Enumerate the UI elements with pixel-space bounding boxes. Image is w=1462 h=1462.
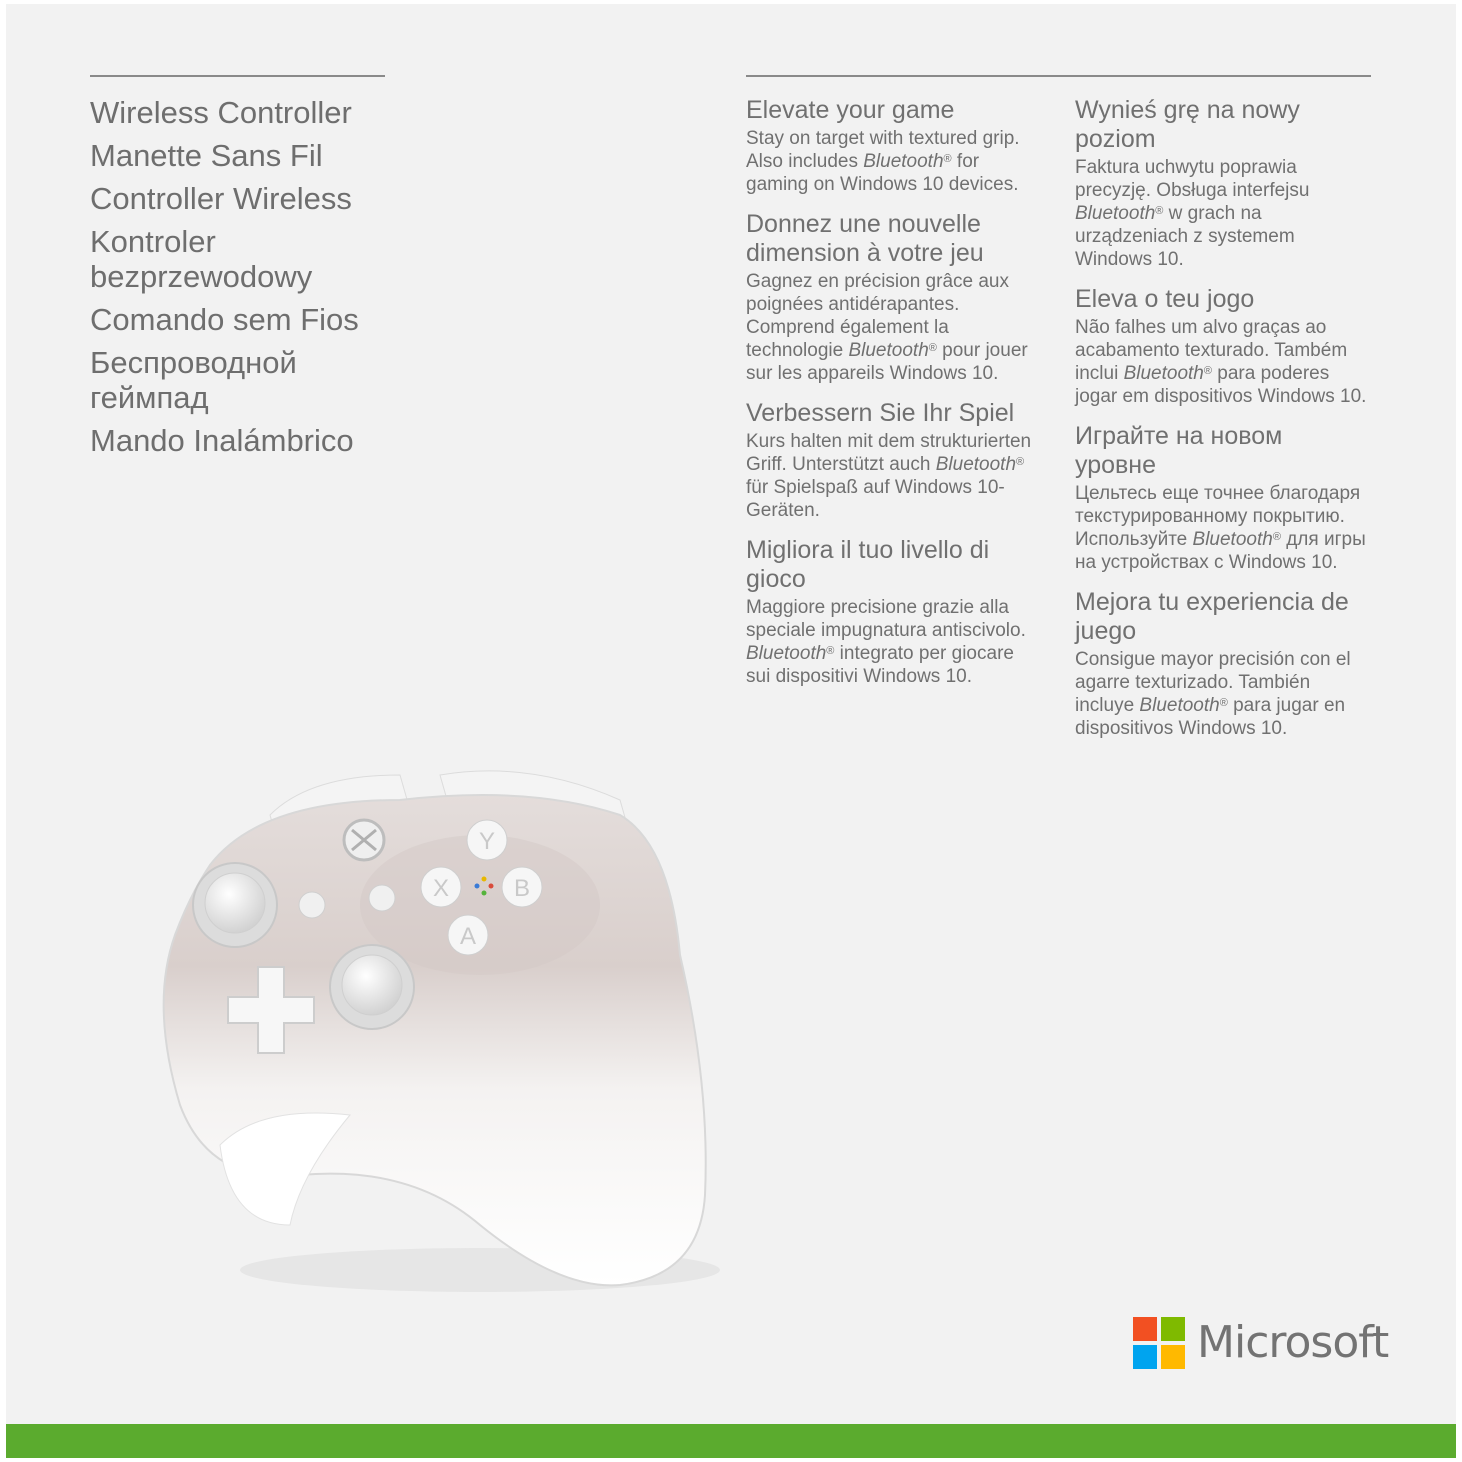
description-block-de: [746, 399, 1041, 522]
description-block-pl: [1075, 96, 1370, 271]
button-b-label: B: [513, 875, 531, 902]
product-title-pt: Comando sem Fios: [90, 302, 359, 337]
left-divider: [90, 75, 385, 77]
right-divider: [746, 75, 1371, 77]
microsoft-logo-icon: [1133, 1317, 1185, 1369]
logo-yellow-square: [1161, 1345, 1185, 1369]
description-block-ru: [1075, 422, 1370, 574]
description-heading: Verbessern Sie Ihr Spiel: [746, 399, 1015, 427]
description-text: Stay on target with textured grip. Also includes Bluetooth® for gaming on Windows 10 devices.: [746, 128, 1020, 195]
button-y: [467, 820, 507, 860]
description-text: Faktura uchwytu poprawia precyzję. Obsługa interfejsu Bluetooth® w grach na urządzeniach z systemem Windows 10.: [1075, 157, 1310, 270]
product-title-it: Controller Wireless: [90, 181, 352, 216]
description-block-it: [746, 536, 1041, 688]
description-block-fr: [746, 210, 1041, 385]
description-text: Consigue mayor precisión con el agarre texturizado. También incluye Bluetooth® para jugar en dispositivos Windows 10.: [1075, 649, 1351, 739]
description-heading: Migliora il tuo livello di gioco: [746, 536, 990, 593]
product-title-pl: Kontroler bezprzewodowy: [90, 224, 313, 294]
description-heading: Играйте на новом уровне: [1075, 422, 1283, 479]
button-b: [502, 867, 542, 907]
description-heading: Wynieś grę na nowy poziom: [1075, 96, 1300, 153]
product-titles: [90, 95, 390, 466]
button-y-label: Y: [478, 828, 496, 855]
product-title-es: Mando Inalámbrico: [90, 423, 354, 458]
description-text: Kurs halten mit dem strukturierten Griff. Unterstützt auch Bluetooth® für Spielspaß auf Windows 10-Geräten.: [746, 431, 1032, 521]
description-heading: Eleva o teu jogo: [1075, 285, 1255, 313]
description-text: Maggiore precisione grazie alla speciale impugnatura antiscivolo. Bluetooth® integrato per giocare sui dispositivi Windows 10.: [746, 597, 1026, 687]
menu-button: [369, 885, 395, 911]
green-bar: [6, 1424, 1456, 1458]
microsoft-wordmark: Microsoft: [1197, 1317, 1389, 1368]
description-block-en: [746, 96, 1041, 196]
button-x-label: X: [432, 875, 450, 902]
description-text: Цельтесь еще точнее благодаря текстурированному покрытию. Используйте Bluetooth® для игры на устройствах с Windows 10.: [1075, 483, 1366, 573]
logo-blue-square: [1133, 1345, 1157, 1369]
controller-image: [150, 755, 750, 1315]
product-title-ru: Беспроводной геймпад: [90, 345, 297, 415]
button-a: [448, 915, 488, 955]
description-text: Gagnez en précision grâce aux poignées antidérapantes. Comprend également la technologie Bluetooth® pour jouer sur les appareils Windows 10.: [746, 271, 1028, 384]
description-block-pt: [1075, 285, 1370, 408]
description-text: Não falhes um alvo graças ao acabamento texturado. Também inclui Bluetooth® para poderes jogar em dispositivos Windows 10.: [1075, 317, 1367, 407]
product-title-en: Wireless Controller: [90, 95, 352, 130]
description-block-es: [1075, 588, 1370, 740]
description-heading: Mejora tu experiencia de juego: [1075, 588, 1349, 645]
product-title-fr: Manette Sans Fil: [90, 138, 323, 173]
logo-green-square: [1161, 1317, 1185, 1341]
description-column-1: [746, 96, 1041, 702]
button-a-label: A: [459, 923, 477, 950]
description-heading: Donnez une nouvelle dimension à votre jeu: [746, 210, 984, 267]
description-column-2: [1075, 96, 1370, 754]
logo-red-square: [1133, 1317, 1157, 1341]
button-x: [421, 867, 461, 907]
description-heading: Elevate your game: [746, 96, 955, 124]
view-button: [299, 892, 325, 918]
